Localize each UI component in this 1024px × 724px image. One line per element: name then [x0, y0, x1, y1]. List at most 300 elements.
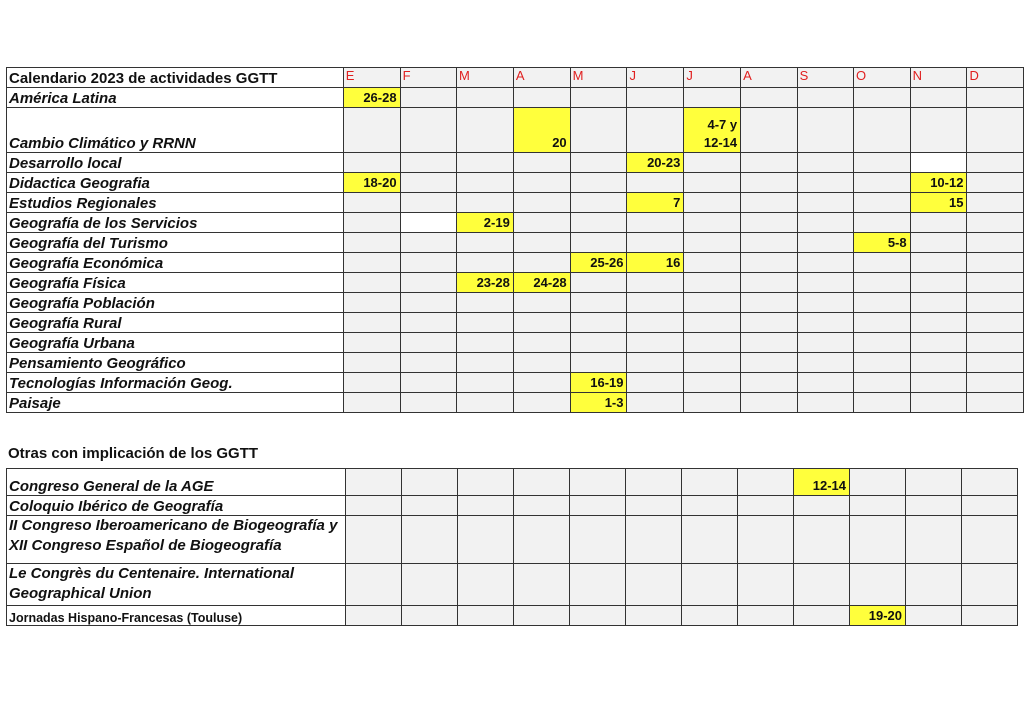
- row-label: Desarrollo local: [7, 153, 344, 173]
- event-date: 26-28: [363, 90, 397, 105]
- row-label: Geografía de los Servicios: [7, 213, 344, 233]
- row-label: Geografía Población: [7, 293, 344, 313]
- row-label: Geografía Urbana: [7, 333, 344, 353]
- month-cell: [513, 213, 570, 233]
- row-label: Coloquio Ibérico de Geografía: [7, 496, 346, 516]
- month-cell: [910, 293, 967, 313]
- month-cell: [684, 273, 741, 293]
- month-cell: [343, 253, 400, 273]
- month-cell: [906, 606, 962, 626]
- month-cell: [457, 313, 514, 333]
- month-cell: [684, 213, 741, 233]
- month-cell: [570, 233, 627, 253]
- month-cell: [854, 333, 911, 353]
- month-cell: [514, 606, 570, 626]
- event-date-cell: [627, 253, 684, 273]
- month-cell: [741, 333, 797, 353]
- month-cell: [794, 496, 850, 516]
- month-cell: [962, 606, 1018, 626]
- month-cell: [513, 253, 570, 273]
- table-row: [7, 469, 1018, 496]
- event-date-cell: [513, 273, 570, 293]
- month-cell: [513, 233, 570, 253]
- table-row: [7, 108, 1024, 153]
- month-cell: [570, 496, 626, 516]
- month-cell: [400, 273, 456, 293]
- month-cell: [682, 516, 738, 564]
- table-row: [7, 333, 1024, 353]
- month-cell: [967, 88, 1024, 108]
- event-date-cell: [513, 108, 570, 153]
- month-cell: [797, 233, 853, 253]
- month-cell: [402, 606, 458, 626]
- month-cell: [794, 606, 850, 626]
- month-cell: [684, 173, 741, 193]
- month-cell: [343, 233, 400, 253]
- month-cell: [854, 393, 911, 413]
- month-cell: [854, 313, 911, 333]
- month-cell: [343, 108, 400, 153]
- month-cell: [458, 496, 514, 516]
- event-date-cell: [570, 393, 627, 413]
- month-cell: [513, 333, 570, 353]
- month-cell: [400, 108, 456, 153]
- month-cell: [962, 564, 1018, 606]
- event-date: 19-20: [868, 608, 902, 623]
- month-cell: [797, 108, 853, 153]
- month-cell: [457, 88, 514, 108]
- event-date: 10-12: [930, 175, 964, 190]
- month-cell: [627, 173, 684, 193]
- table-row: [7, 193, 1024, 213]
- month-cell: [906, 496, 962, 516]
- month-cell: [627, 313, 684, 333]
- month-header: N: [910, 68, 967, 88]
- month-cell: [797, 293, 853, 313]
- month-cell: [402, 516, 458, 564]
- event-date-cell: [570, 253, 627, 273]
- month-cell: [797, 373, 853, 393]
- section-title-other: Otras con implicación de los GGTT: [8, 445, 259, 462]
- month-cell: [400, 333, 456, 353]
- month-cell: [343, 373, 400, 393]
- month-cell: [400, 173, 456, 193]
- month-cell: [514, 496, 570, 516]
- row-label: Le Congrès du Centenaire. International Geographical Union: [7, 564, 346, 606]
- event-date-cell: [910, 173, 967, 193]
- month-cell: [627, 88, 684, 108]
- month-cell: [343, 393, 400, 413]
- month-cell: [627, 108, 684, 153]
- month-cell: [343, 213, 400, 233]
- month-cell: [741, 153, 797, 173]
- month-cell: [741, 173, 797, 193]
- table-row: [7, 233, 1024, 253]
- month-cell: [570, 153, 627, 173]
- month-cell: [910, 153, 967, 173]
- month-header: E: [343, 68, 400, 88]
- row-label: Geografía Económica: [7, 253, 344, 273]
- table-row: [7, 213, 1024, 233]
- row-label: Congreso General de la AGE: [7, 469, 346, 496]
- month-cell: [513, 313, 570, 333]
- month-header: M: [457, 68, 514, 88]
- event-date-cell: [684, 108, 741, 153]
- month-cell: [458, 469, 514, 496]
- month-cell: [906, 564, 962, 606]
- table-row: [7, 393, 1024, 413]
- event-date: 1-3: [604, 395, 624, 410]
- month-cell: [967, 353, 1024, 373]
- month-header: D: [967, 68, 1024, 88]
- month-cell: [513, 173, 570, 193]
- month-cell: [570, 333, 627, 353]
- month-cell: [570, 173, 627, 193]
- month-cell: [627, 293, 684, 313]
- month-cell: [910, 273, 967, 293]
- month-cell: [854, 353, 911, 373]
- event-date-cell: [794, 469, 850, 496]
- month-cell: [626, 516, 682, 564]
- month-cell: [910, 253, 967, 273]
- month-cell: [346, 469, 402, 496]
- month-cell: [738, 606, 794, 626]
- month-cell: [741, 193, 797, 213]
- month-cell: [738, 469, 794, 496]
- month-cell: [343, 153, 400, 173]
- month-cell: [910, 313, 967, 333]
- month-cell: [906, 469, 962, 496]
- month-cell: [400, 353, 456, 373]
- month-cell: [910, 393, 967, 413]
- month-cell: [854, 373, 911, 393]
- row-label: Pensamiento Geográfico: [7, 353, 344, 373]
- month-cell: [513, 293, 570, 313]
- month-cell: [967, 108, 1024, 153]
- month-cell: [741, 393, 797, 413]
- month-cell: [457, 293, 514, 313]
- month-cell: [684, 88, 741, 108]
- month-cell: [457, 153, 514, 173]
- month-cell: [400, 193, 456, 213]
- month-cell: [682, 564, 738, 606]
- month-cell: [627, 373, 684, 393]
- table-row: [7, 273, 1024, 293]
- month-cell: [967, 193, 1024, 213]
- month-cell: [570, 469, 626, 496]
- event-date-cell: [627, 193, 684, 213]
- event-date: 16-19: [590, 375, 624, 390]
- month-cell: [343, 313, 400, 333]
- event-date-cell: [910, 193, 967, 213]
- event-date: 24-28: [533, 275, 567, 290]
- month-header: S: [797, 68, 853, 88]
- month-cell: [402, 496, 458, 516]
- event-date-cell: [457, 273, 514, 293]
- month-cell: [967, 373, 1024, 393]
- table-row: [7, 516, 1018, 564]
- month-cell: [400, 253, 456, 273]
- month-cell: [346, 516, 402, 564]
- month-cell: [570, 273, 627, 293]
- month-cell: [627, 273, 684, 293]
- month-cell: [797, 173, 853, 193]
- table-row: [7, 173, 1024, 193]
- month-cell: [910, 233, 967, 253]
- month-cell: [967, 253, 1024, 273]
- month-header: J: [684, 68, 741, 88]
- month-header: M: [570, 68, 627, 88]
- month-cell: [343, 193, 400, 213]
- event-date-cell: [343, 88, 400, 108]
- table-row: [7, 153, 1024, 173]
- month-cell: [400, 393, 456, 413]
- month-cell: [738, 496, 794, 516]
- month-cell: [967, 393, 1024, 413]
- month-cell: [457, 333, 514, 353]
- event-date: 4-7 y: [707, 117, 738, 132]
- month-cell: [684, 193, 741, 213]
- month-cell: [570, 564, 626, 606]
- month-cell: [457, 373, 514, 393]
- month-cell: [854, 213, 911, 233]
- month-cell: [910, 333, 967, 353]
- month-cell: [400, 88, 456, 108]
- month-cell: [513, 373, 570, 393]
- month-cell: [343, 293, 400, 313]
- month-cell: [514, 516, 570, 564]
- month-cell: [797, 313, 853, 333]
- month-cell: [797, 88, 853, 108]
- month-cell: [910, 108, 967, 153]
- month-header: J: [627, 68, 684, 88]
- month-header: F: [400, 68, 456, 88]
- month-cell: [797, 333, 853, 353]
- month-cell: [626, 496, 682, 516]
- month-cell: [741, 108, 797, 153]
- month-cell: [797, 213, 853, 233]
- row-label: Paisaje: [7, 393, 344, 413]
- month-cell: [684, 293, 741, 313]
- event-date-cell: [457, 213, 514, 233]
- month-cell: [626, 606, 682, 626]
- month-cell: [854, 88, 911, 108]
- month-cell: [400, 293, 456, 313]
- month-cell: [967, 213, 1024, 233]
- month-cell: [457, 253, 514, 273]
- month-cell: [741, 213, 797, 233]
- row-label: Estudios Regionales: [7, 193, 344, 213]
- event-date: 7: [673, 195, 681, 210]
- row-label: Didactica Geografia: [7, 173, 344, 193]
- month-cell: [967, 273, 1024, 293]
- month-cell: [402, 469, 458, 496]
- month-cell: [513, 88, 570, 108]
- month-cell: [458, 606, 514, 626]
- month-cell: [514, 564, 570, 606]
- month-cell: [906, 516, 962, 564]
- event-date: 20: [552, 135, 567, 150]
- event-date-cell: [850, 606, 906, 626]
- activities-calendar-table: [6, 67, 1024, 413]
- month-cell: [457, 108, 514, 153]
- month-cell: [570, 516, 626, 564]
- month-cell: [682, 606, 738, 626]
- table-row: [7, 293, 1024, 313]
- month-cell: [400, 313, 456, 333]
- month-cell: [627, 353, 684, 373]
- event-date: 15: [948, 195, 964, 210]
- month-cell: [457, 393, 514, 413]
- event-date: 2-19: [483, 215, 510, 230]
- month-cell: [741, 88, 797, 108]
- month-cell: [627, 213, 684, 233]
- month-cell: [910, 88, 967, 108]
- month-cell: [797, 273, 853, 293]
- table-row: [7, 353, 1024, 373]
- month-cell: [738, 564, 794, 606]
- month-cell: [910, 353, 967, 373]
- row-label: América Latina: [7, 88, 344, 108]
- row-label: Cambio Climático y RRNN: [7, 108, 344, 153]
- row-label: Tecnologías Información Geog.: [7, 373, 344, 393]
- month-cell: [967, 233, 1024, 253]
- month-cell: [797, 153, 853, 173]
- month-cell: [400, 153, 456, 173]
- month-cell: [967, 173, 1024, 193]
- month-cell: [513, 353, 570, 373]
- month-cell: [684, 313, 741, 333]
- month-cell: [854, 253, 911, 273]
- month-cell: [457, 193, 514, 213]
- row-label: II Congreso Iberoamericano de Biogeografía y XII Congreso Español de Biogeografía: [7, 516, 346, 564]
- table-row: [7, 88, 1024, 108]
- month-header: O: [854, 68, 911, 88]
- month-cell: [850, 564, 906, 606]
- month-header: A: [513, 68, 570, 88]
- month-cell: [458, 564, 514, 606]
- row-label: Geografía Rural: [7, 313, 344, 333]
- event-date-cell: [343, 173, 400, 193]
- month-cell: [627, 233, 684, 253]
- month-cell: [797, 393, 853, 413]
- event-date: 25-26: [590, 255, 624, 270]
- month-cell: [741, 253, 797, 273]
- month-cell: [854, 273, 911, 293]
- month-cell: [514, 469, 570, 496]
- month-cell: [513, 393, 570, 413]
- event-date: 20-23: [647, 155, 681, 170]
- month-cell: [570, 606, 626, 626]
- event-date-cell: [627, 153, 684, 173]
- month-cell: [738, 516, 794, 564]
- other-events-table: [6, 468, 1018, 626]
- month-cell: [967, 153, 1024, 173]
- month-cell: [854, 293, 911, 313]
- table-row: [7, 496, 1018, 516]
- month-cell: [684, 373, 741, 393]
- month-cell: [684, 153, 741, 173]
- event-date: 5-8: [887, 235, 907, 250]
- month-cell: [684, 233, 741, 253]
- month-cell: [854, 153, 911, 173]
- event-date-cell: [854, 233, 911, 253]
- month-cell: [741, 373, 797, 393]
- month-header-row: [7, 68, 1024, 88]
- month-cell: [513, 193, 570, 213]
- event-date: 12-14: [703, 135, 738, 150]
- table-row: [7, 253, 1024, 273]
- month-cell: [794, 516, 850, 564]
- month-cell: [684, 333, 741, 353]
- month-cell: [854, 108, 911, 153]
- month-cell: [797, 353, 853, 373]
- row-label: Geografía del Turismo: [7, 233, 344, 253]
- month-cell: [794, 564, 850, 606]
- month-cell: [741, 273, 797, 293]
- month-cell: [741, 233, 797, 253]
- month-cell: [400, 373, 456, 393]
- month-cell: [682, 496, 738, 516]
- month-cell: [626, 469, 682, 496]
- month-cell: [684, 353, 741, 373]
- month-cell: [850, 516, 906, 564]
- month-cell: [682, 469, 738, 496]
- month-cell: [513, 153, 570, 173]
- month-cell: [962, 496, 1018, 516]
- table-row: [7, 373, 1024, 393]
- month-cell: [570, 88, 627, 108]
- month-cell: [457, 173, 514, 193]
- month-cell: [962, 469, 1018, 496]
- month-cell: [570, 213, 627, 233]
- calendar-title: Calendario 2023 de actividades GGTT: [7, 68, 344, 88]
- month-cell: [346, 606, 402, 626]
- table-row: [7, 564, 1018, 606]
- month-cell: [910, 213, 967, 233]
- event-date-cell: [570, 373, 627, 393]
- month-cell: [570, 108, 627, 153]
- month-cell: [626, 564, 682, 606]
- month-cell: [962, 516, 1018, 564]
- month-cell: [741, 353, 797, 373]
- month-cell: [457, 233, 514, 253]
- table-row: [7, 313, 1024, 333]
- month-cell: [854, 193, 911, 213]
- month-cell: [570, 293, 627, 313]
- month-cell: [741, 293, 797, 313]
- event-date: 16: [665, 255, 681, 270]
- month-cell: [910, 373, 967, 393]
- month-cell: [741, 313, 797, 333]
- month-cell: [400, 213, 456, 233]
- month-cell: [402, 564, 458, 606]
- month-header: A: [741, 68, 797, 88]
- month-cell: [458, 516, 514, 564]
- month-cell: [797, 253, 853, 273]
- table-row: [7, 606, 1018, 626]
- month-cell: [457, 353, 514, 373]
- month-cell: [797, 193, 853, 213]
- month-cell: [967, 333, 1024, 353]
- event-date: 18-20: [363, 175, 397, 190]
- month-cell: [850, 496, 906, 516]
- month-cell: [400, 233, 456, 253]
- row-label: Jornadas Hispano-Francesas (Touluse): [7, 606, 346, 626]
- month-cell: [343, 353, 400, 373]
- row-label: Geografía Física: [7, 273, 344, 293]
- month-cell: [967, 293, 1024, 313]
